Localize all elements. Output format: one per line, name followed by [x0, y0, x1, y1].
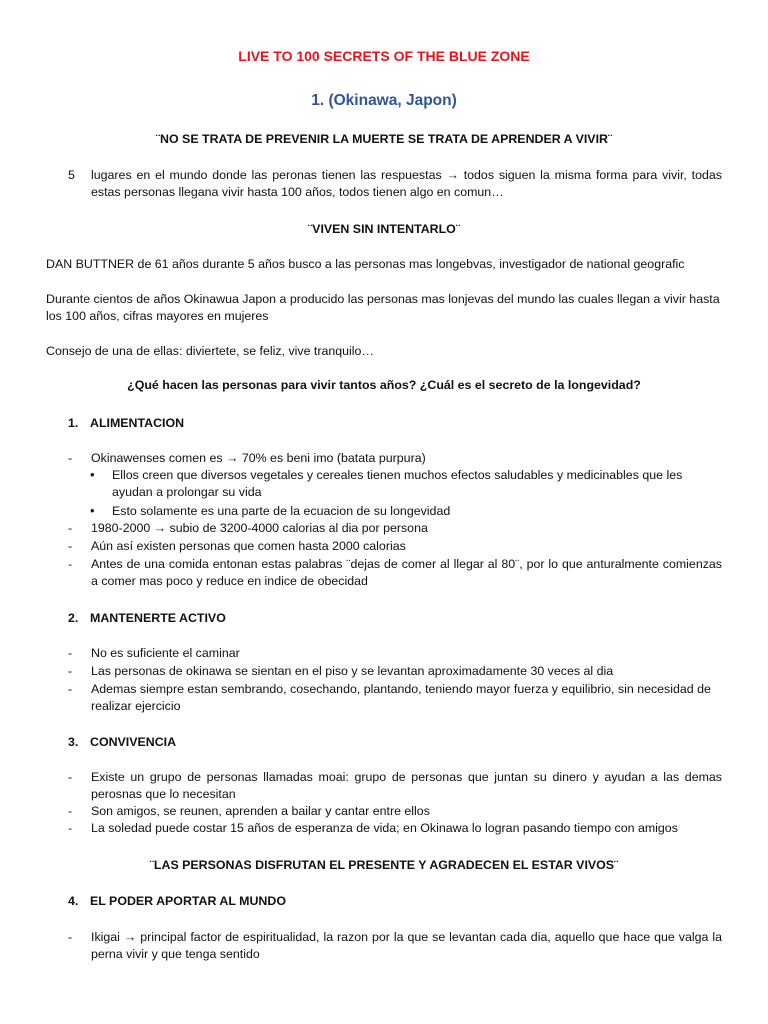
- list-item: [68, 645, 722, 662]
- list-marker: -: [68, 682, 73, 696]
- section-title: CONVIVENCIA: [90, 735, 177, 749]
- quote-heading-1: ¨NO SE TRATA DE PREVENIR LA MUERTE SE TRATA DE APRENDER A VIVIR¨: [155, 132, 613, 146]
- list-marker: -: [68, 804, 73, 818]
- section-number: 3.: [68, 735, 79, 749]
- intro-text: lugares en el mundo donde las peronas tienen las respuestas → todos siguen la misma forma para vivir, todas estas personas llegana vivir hasta 100 años, todos tienen algo en comun…: [91, 168, 722, 199]
- list-item-text: No es suficiente el caminar: [91, 646, 240, 660]
- list-item-text: Ademas siempre estan sembrando, cosechando, plantando, teniendo mayor fuerza y equilibrio, sin necesidad de realizar ejercicio: [91, 682, 711, 713]
- list-item-text: Son amigos, se reunen, aprenden a bailar y cantar entre ellos: [91, 804, 430, 818]
- list-marker: -: [68, 646, 73, 660]
- section-title: EL PODER APORTAR AL MUNDO: [90, 894, 286, 908]
- list-item-text: Existe un grupo de personas llamadas moai: grupo de personas que juntan su dinero y ayudan a las demas perosnas que lo necesitan: [91, 770, 722, 801]
- quote-heading-2: ¨VIVEN SIN INTENTARLO¨: [308, 222, 460, 236]
- document-subtitle: 1. (Okinawa, Japon): [311, 92, 457, 109]
- list-marker: -: [68, 557, 73, 571]
- intro-number: 5: [68, 168, 75, 182]
- section-number: 2.: [68, 611, 79, 625]
- list-item: [68, 803, 722, 820]
- list-marker: -: [68, 539, 73, 553]
- section-title: ALIMENTACION: [90, 416, 185, 430]
- list-marker: -: [68, 930, 73, 944]
- bullet-marker: •: [90, 467, 95, 482]
- list-item-text: Las personas de okinawa se sientan en el piso y se levantan aproximadamente 30 veces al dia: [91, 664, 614, 678]
- section-title: MANTENERTE ACTIVO: [90, 611, 226, 625]
- list-item: [68, 520, 722, 537]
- section-number: 1.: [68, 416, 79, 430]
- list-marker: -: [68, 521, 73, 535]
- bullet-marker: •: [90, 503, 95, 518]
- list-item-text: La soledad puede costar 15 años de esperanza de vida; en Okinawa lo logran pasando tiempo con amigos: [91, 821, 678, 835]
- list-marker: -: [68, 664, 73, 678]
- list-item-text: Okinawenses comen es → 70% es beni imo (batata purpura): [91, 451, 426, 465]
- paragraph-consejo: Consejo de una de ellas: diviertete, se feliz, vive tranquilo…: [46, 344, 374, 358]
- quote-heading-3: ¨LAS PERSONAS DISFRUTAN EL PRESENTE Y AGRADECEN EL ESTAR VIVOS¨: [149, 858, 619, 872]
- list-item-text: Ikigai → principal factor de espiritualidad, la razon por la que se levantan cada dia, aquello que hace que valga la perna vivir y que tenga sentido: [91, 930, 722, 961]
- bullet-item: [90, 467, 722, 501]
- list-item: [68, 769, 722, 803]
- bullet-item: [90, 503, 722, 520]
- list-item-text: Aún así existen personas que comen hasta 2000 calorias: [91, 539, 406, 553]
- list-item: [68, 820, 722, 837]
- list-item: [68, 450, 722, 467]
- list-item-text: Antes de una comida entonan estas palabras ¨dejas de comer al llegar al 80¨, por lo que anturalmente comienzas a comer mas poco y reduce en indice de obecidad: [91, 557, 722, 588]
- question-heading: ¿Qué hacen las personas para vivir tantos años? ¿Cuál es el secreto de la longevidad?: [127, 378, 641, 392]
- list-marker: -: [68, 770, 73, 784]
- list-marker: -: [68, 821, 73, 835]
- bullet-item-text: Ellos creen que diversos vegetales y cereales tienen muchos efectos saludables y medicinables que les ayudan a prolongar su vida: [112, 468, 683, 499]
- paragraph-dan-buttner: DAN BUTTNER de 61 años durante 5 años busco a las personas mas longebvas, investigador de national geografic: [46, 257, 685, 271]
- section-number: 4.: [68, 894, 79, 908]
- list-item: [68, 663, 722, 680]
- document-title: LIVE TO 100 SECRETS OF THE BLUE ZONE: [238, 48, 530, 64]
- list-item-text: 1980-2000 → subio de 3200-4000 calorias al dia por persona: [91, 521, 428, 535]
- list-item: [68, 556, 722, 590]
- list-item: [68, 929, 722, 963]
- bullet-item-text: Esto solamente es una parte de la ecuacion de su longevidad: [112, 504, 451, 518]
- list-item: [68, 538, 722, 555]
- list-marker: -: [68, 451, 73, 465]
- paragraph-okinawa: Durante cientos de años Okinawua Japon a producido las personas mas lonjevas del mundo las cuales llegan a vivir hasta los 100 años, cifras mayores en mujeres: [46, 292, 720, 323]
- list-item: [68, 681, 722, 715]
